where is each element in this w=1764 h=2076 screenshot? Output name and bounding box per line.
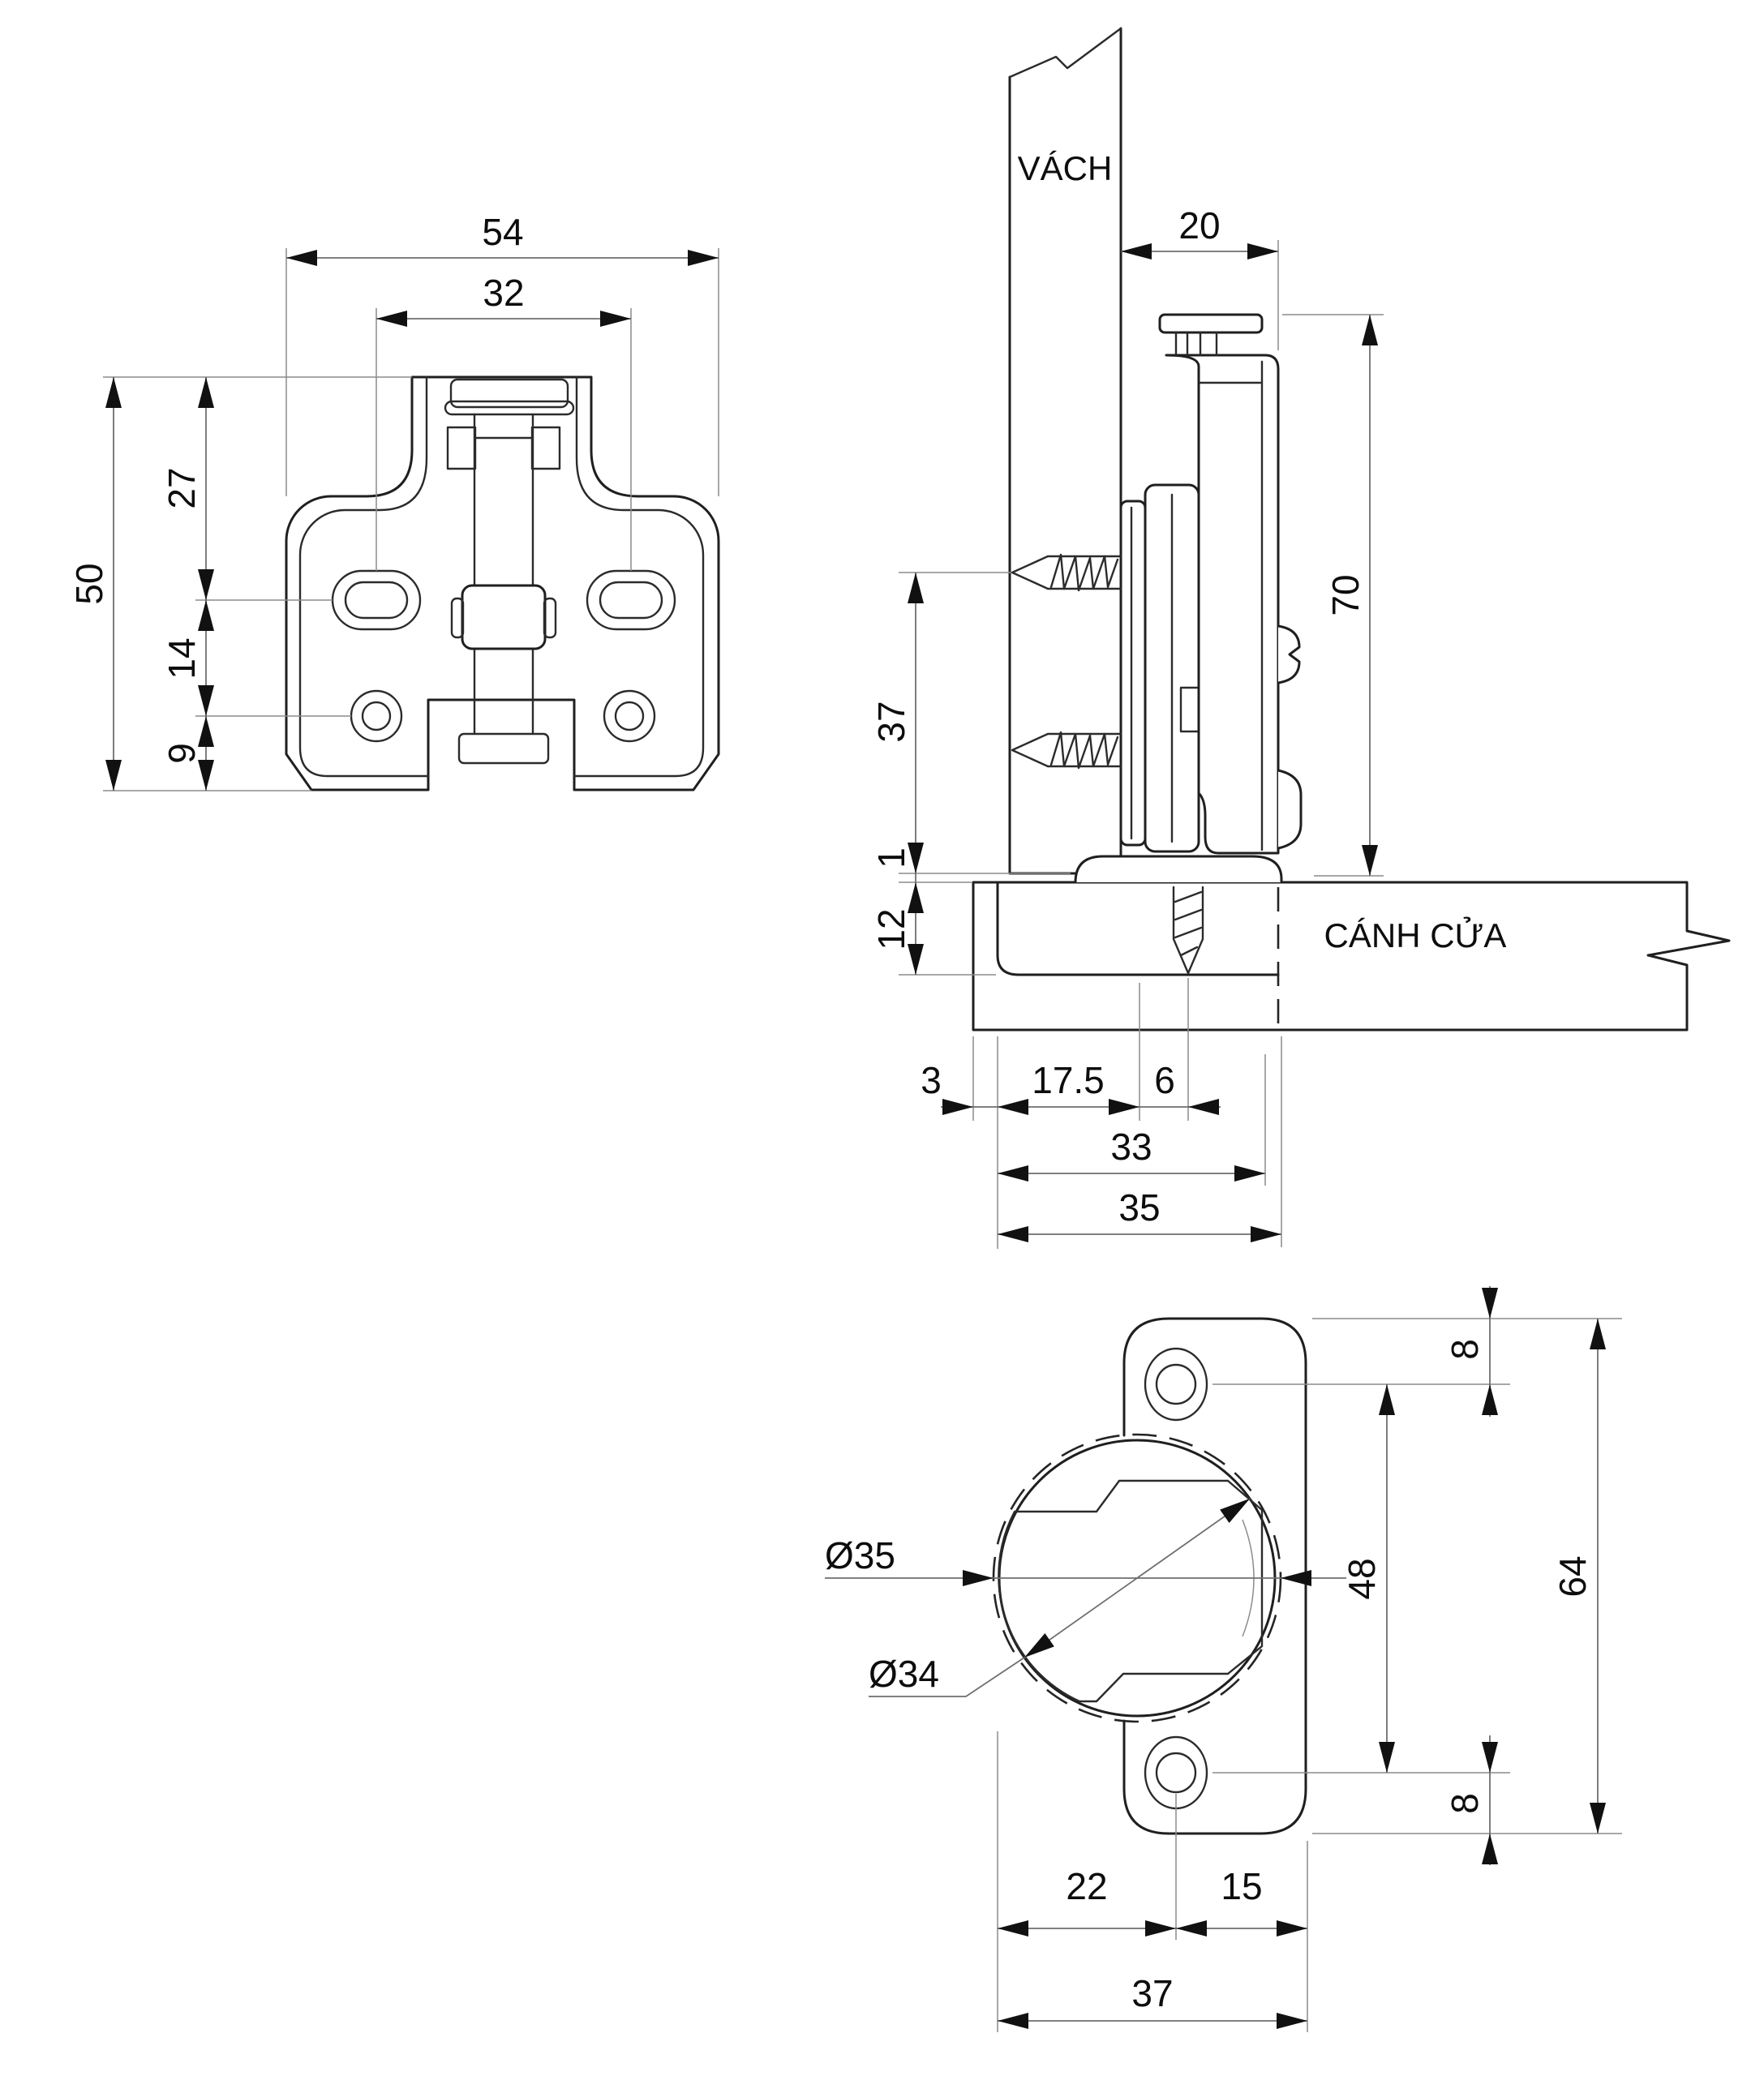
dim-15: 15	[1221, 1865, 1263, 1907]
screw-hole-right-outer	[604, 691, 655, 741]
arm-clip-tab-upper	[1278, 626, 1299, 683]
label-vach: VÁCH	[1017, 149, 1113, 187]
panel-break-symbol	[1010, 28, 1121, 77]
cup-plate-outline	[1124, 1319, 1306, 1834]
cup-screw-vertical	[1174, 887, 1203, 973]
label-dia-34: Ø34	[869, 1653, 939, 1695]
front-view	[68, 211, 719, 791]
dim-54: 54	[482, 211, 524, 253]
extension-lines-cup	[998, 1319, 1622, 2032]
dim-17-5: 17.5	[1032, 1059, 1105, 1101]
extension-lines-front	[103, 248, 719, 791]
dim-3: 3	[921, 1059, 942, 1101]
dim-1: 1	[870, 847, 912, 869]
dim-22: 22	[1066, 1865, 1108, 1907]
dim-27: 27	[161, 467, 203, 509]
slider-window-right	[532, 427, 560, 469]
dim-70: 70	[1324, 574, 1367, 616]
dim-32: 32	[483, 272, 525, 314]
arm-top-cap-legs	[1176, 332, 1217, 355]
screw-hole-left-inner	[363, 702, 390, 730]
dim-8-top: 8	[1444, 1339, 1486, 1360]
cup-cross-section	[998, 882, 1278, 975]
plate-hole-top-outer	[1145, 1349, 1207, 1420]
dim-50: 50	[68, 563, 110, 605]
dim-37-side: 37	[870, 701, 912, 743]
hinge-back-plate	[1121, 501, 1145, 845]
cup-flange	[1075, 856, 1281, 882]
dim-6: 6	[1154, 1059, 1175, 1101]
slider-column	[474, 414, 533, 734]
adjustment-slot-left-inner	[346, 582, 407, 618]
door-outline	[973, 882, 1729, 1030]
dim-64: 64	[1552, 1555, 1594, 1598]
cup-cavity-shape	[998, 1481, 1262, 1701]
plate-hole-bottom-inner	[1157, 1753, 1195, 1792]
slider-cap	[451, 380, 568, 407]
dim-48: 48	[1341, 1558, 1383, 1600]
label-canh-cua: CÁNH CỬA	[1324, 916, 1507, 954]
side-view	[870, 28, 1729, 1249]
dim-lines-front	[114, 258, 719, 791]
label-dia-35: Ø35	[825, 1534, 895, 1576]
slider-buckle	[462, 585, 545, 649]
screw-hole-right-inner	[616, 702, 643, 730]
arm-clip-tab-lower	[1278, 770, 1301, 848]
slider-window-left	[448, 427, 475, 469]
slider-foot	[459, 734, 548, 763]
screw-hole-left-outer	[351, 691, 401, 741]
dim-9: 9	[161, 743, 203, 764]
dim-20: 20	[1178, 204, 1221, 247]
arm-top-cap	[1160, 315, 1262, 332]
dim-14: 14	[161, 637, 203, 680]
plate-hole-top-inner	[1157, 1365, 1195, 1404]
dim-37-cup: 37	[1131, 1972, 1174, 2014]
mounting-plate-outer-outline	[286, 377, 719, 790]
dim-33: 33	[1110, 1126, 1152, 1168]
dim-12: 12	[870, 908, 912, 950]
adjustment-slot-right-inner	[600, 582, 662, 618]
dim-35: 35	[1118, 1186, 1161, 1229]
cup-view	[825, 1286, 1622, 2032]
dim-lines-cup	[825, 1286, 1598, 2021]
dim-8-bottom: 8	[1444, 1793, 1486, 1814]
mounting-plate-inner-outline-right	[574, 377, 703, 776]
